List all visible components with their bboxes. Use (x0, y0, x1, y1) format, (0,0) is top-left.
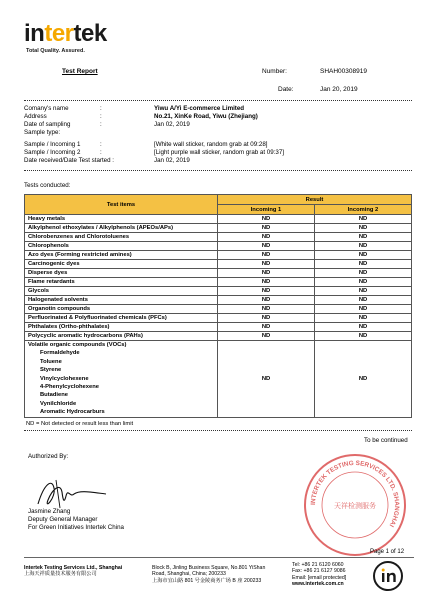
test-item-cell: Heavy metals (25, 215, 218, 224)
result-cell: ND (218, 314, 315, 323)
table-row (25, 260, 412, 269)
info-colon: : (100, 113, 102, 120)
result-cell: ND (218, 278, 315, 287)
voc-compound: 4-Phenylcyclohexene (40, 384, 99, 391)
info-row (24, 157, 424, 165)
test-item-cell: Phthalates (Ortho-phthalates) (25, 323, 218, 332)
col-result: Result (218, 195, 412, 205)
footer-contact (292, 562, 346, 588)
table-row (25, 314, 412, 323)
signatory-name: Jasmine Zhang (28, 508, 71, 515)
nd-note: ND = Not detected or result less than limit (26, 421, 134, 427)
result-cell: ND (315, 242, 412, 251)
signatory-block (28, 508, 124, 532)
voc-cell (25, 341, 218, 418)
result-cell: ND (315, 251, 412, 260)
signatory-org: For Green Initiatives Intertek China (28, 524, 124, 531)
result-cell: ND (315, 314, 412, 323)
table-row (25, 251, 412, 260)
voc-compound: Formaldehyde (40, 350, 80, 357)
result-cell: ND (315, 332, 412, 341)
stamp-ring-text: INTERTEK TESTING SERVICES LTD. SHANGHAI (309, 459, 401, 528)
result-cell: ND (315, 296, 412, 305)
test-item-cell: Flame retardants (25, 278, 218, 287)
table-row (25, 215, 412, 224)
table-row (25, 278, 412, 287)
footer-email[interactable]: Email: [email protected] (292, 574, 347, 581)
result-cell: ND (218, 251, 315, 260)
footer-fax: Fax: +86 21 6127 9086 (292, 568, 346, 575)
result-cell: ND (218, 260, 315, 269)
info-label: Date of sampling (24, 121, 71, 128)
footer-company-en: Intertek Testing Services Ltd., Shanghai (24, 565, 123, 571)
test-item-cell: Polycyclic aromatic hydrocarbons (PAHs) (25, 332, 218, 341)
result-cell: ND (315, 287, 412, 296)
result-cell: ND (218, 287, 315, 296)
info-row (24, 141, 424, 149)
test-item-cell: Glycols (25, 287, 218, 296)
result-cell: ND (218, 224, 315, 233)
result-cell: ND (218, 233, 315, 242)
voc-compound: Toluene (40, 358, 62, 365)
report-title: Test Report (62, 68, 98, 75)
table-row (25, 242, 412, 251)
voc-compound: Aromatic Hydrocarburs (40, 409, 105, 416)
result-cell: ND (315, 224, 412, 233)
footer-addr-1: Block B, Jinling Business Square, No.801 YiShan (152, 565, 266, 571)
table-row (25, 332, 412, 341)
result-cell: ND (315, 215, 412, 224)
result-cell: ND (218, 242, 315, 251)
number-value: SHAH00308919 (320, 68, 367, 75)
info-colon: : (100, 141, 102, 148)
info-label: Sample / Incoming 1 (24, 141, 81, 148)
voc-compound: Butadiene (40, 392, 69, 399)
results-body (25, 215, 412, 418)
result-cell: ND (315, 278, 412, 287)
info-label: Sample type: (24, 129, 61, 136)
logo-part-c: tek (73, 20, 107, 47)
voc-compound: Vynilchloride (40, 400, 77, 407)
official-stamp (300, 450, 410, 560)
tests-conducted-label: Tests conducted: (24, 182, 71, 189)
footer-addr-2: Road, Shanghai, China; 200233 (152, 571, 226, 578)
info-row (24, 121, 424, 129)
table-row-voc (25, 341, 412, 418)
logo-wordmark (24, 20, 107, 48)
footer-rule (24, 557, 414, 558)
footer-company-cn: 上海天祥质量技术服务有限公司 (24, 571, 97, 578)
result-cell: ND (218, 305, 315, 314)
info-colon: : (100, 149, 102, 156)
result-cell: ND (315, 305, 412, 314)
voc-list (28, 341, 214, 417)
results-table (24, 194, 412, 418)
separator-top (24, 100, 412, 101)
logo-part-a: in (24, 20, 45, 47)
to-be-continued: To be continued (364, 437, 408, 444)
separator-after-table (24, 430, 412, 431)
result-cell: ND (315, 341, 412, 418)
info-label: Date received/Date Test started : (24, 157, 114, 164)
result-cell: ND (218, 323, 315, 332)
result-cell: ND (218, 296, 315, 305)
info-value: [Light purple wall sticker, random grab at 09:37] (154, 149, 285, 156)
voc-compound: Vinylcyclohexene (40, 375, 89, 382)
authorized-by-label: Authorized By: (28, 453, 69, 460)
table-row (25, 296, 412, 305)
info-value: Jan 02, 2019 (154, 121, 190, 128)
info-label: Sample / Incoming 2 (24, 149, 81, 156)
result-cell: ND (315, 269, 412, 278)
col-incoming-1: Incoming 1 (218, 205, 315, 215)
table-row (25, 287, 412, 296)
table-row (25, 269, 412, 278)
logo-tagline: Total Quality. Assured. (26, 48, 85, 54)
info-row (24, 149, 424, 157)
info-label: Comany's name (24, 105, 69, 112)
col-test-items: Test items (25, 195, 218, 215)
result-cell: ND (218, 269, 315, 278)
result-cell: ND (218, 215, 315, 224)
footer-web[interactable]: www.intertek.com.cn (292, 581, 344, 588)
voc-title: Volatile organic compounds (VOCs) (28, 342, 127, 348)
intertek-in-icon (372, 560, 404, 592)
page-number: Page 1 of 12 (370, 549, 405, 555)
voc-compound: Styrene (40, 367, 62, 374)
table-row (25, 224, 412, 233)
info-value: [White wall sticker, random grab at 09:28] (154, 141, 268, 148)
result-cell: ND (218, 341, 315, 418)
table-row (25, 305, 412, 314)
stamp-center-text: 天祥检测服务 (334, 502, 376, 510)
test-item-cell: Halogenated solvents (25, 296, 218, 305)
test-item-cell: Chlorophenols (25, 242, 218, 251)
info-colon: : (100, 121, 102, 128)
test-item-cell: Alkylphenol ethoxylates / Alkylphenols (APEOs/APs) (25, 224, 218, 233)
col-incoming-2: Incoming 2 (315, 205, 412, 215)
number-label: Number: (262, 68, 287, 75)
date-value: Jan 20, 2019 (320, 86, 358, 93)
intertek-logo (24, 20, 124, 58)
date-label: Date: (278, 86, 294, 93)
footer-addr-3: 上海市宜山路 801 号金陵商务广场 B 座 200233 (152, 577, 262, 584)
table-row (25, 323, 412, 332)
footer-company (24, 565, 122, 578)
signatory-title: Deputy General Manager (28, 516, 98, 523)
info-row (24, 105, 424, 113)
separator-mid (24, 170, 412, 171)
test-item-cell: Organotin compounds (25, 305, 218, 314)
result-cell: ND (315, 323, 412, 332)
test-item-cell: Carcinogenic dyes (25, 260, 218, 269)
info-row (24, 113, 424, 121)
table-row (25, 233, 412, 242)
info-colon: : (100, 105, 102, 112)
info-value: Jan 02, 2019 (154, 157, 190, 164)
info-value: Yiwu A/Yi E-commerce Limited (154, 105, 245, 112)
info-value: No.21, XinKe Road, Yiwu (Zhejiang) (154, 113, 258, 120)
test-item-cell: Disperse dyes (25, 269, 218, 278)
test-item-cell: Azo dyes (Forming restricted amines) (25, 251, 218, 260)
info-row (24, 129, 424, 137)
footer-tel: Tel: +86 21 6120 6060 (292, 562, 344, 568)
result-cell: ND (218, 332, 315, 341)
footer-address (152, 565, 265, 584)
test-item-cell: Perfluorinated & Polyfluorinated chemicals (PFCs) (25, 314, 218, 323)
result-cell: ND (315, 233, 412, 242)
result-cell: ND (315, 260, 412, 269)
info-label: Address (24, 113, 47, 120)
logo-part-b: ter (44, 20, 74, 47)
test-item-cell: Chlorobenzenes and Chlorotoluenes (25, 233, 218, 242)
